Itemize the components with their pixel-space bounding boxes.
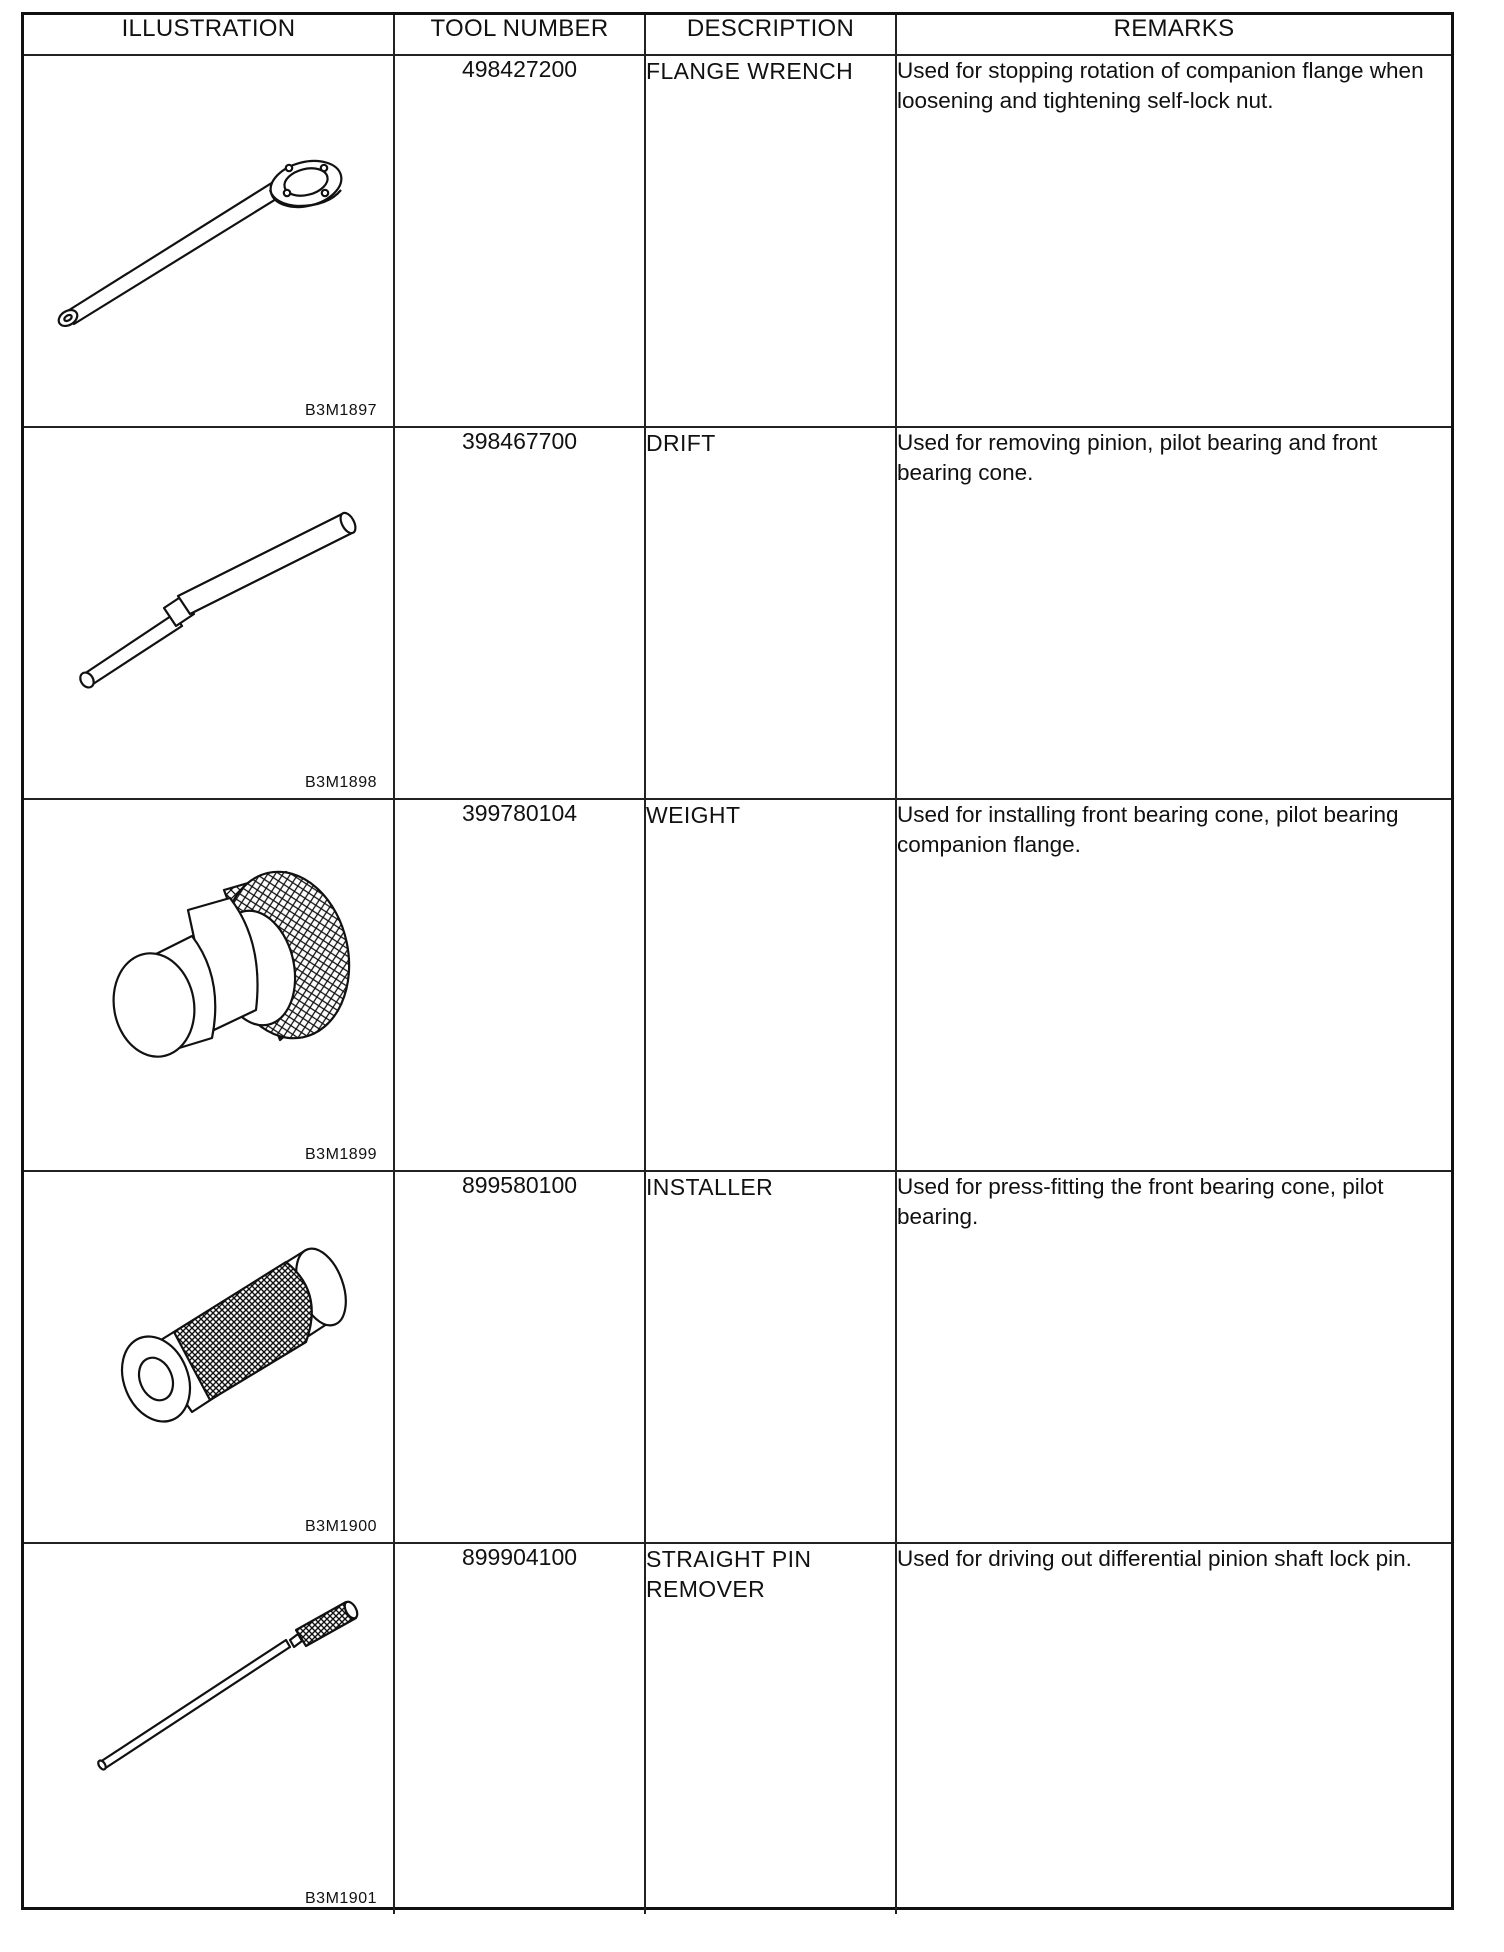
figure-code: B3M1899: [305, 1146, 377, 1163]
illustration-cell: [24, 55, 394, 427]
remarks-cell: Used for stopping rotation of companion flange when loosening and tightening self-lock nut.: [896, 55, 1451, 427]
figure-code: B3M1898: [305, 774, 377, 791]
tool-number-cell: 398467700: [394, 427, 645, 799]
description-cell: WEIGHT: [645, 799, 896, 1171]
remarks-cell: Used for press-fitting the front bearing cone, pilot bearing.: [896, 1171, 1451, 1543]
illustration-cell: [24, 1543, 394, 1914]
description-cell: STRAIGHT PIN REMOVER: [645, 1543, 896, 1914]
description-cell: DRIFT: [645, 427, 896, 799]
tool-number-cell: 899580100: [394, 1171, 645, 1543]
figure-code: B3M1900: [305, 1518, 377, 1535]
tool-number-cell: 899904100: [394, 1543, 645, 1914]
header-tool-number: TOOL NUMBER: [394, 15, 645, 55]
tool-number-cell: 498427200: [394, 55, 645, 427]
table-row: [24, 55, 1451, 427]
straight-pin-remover-icon: [24, 1544, 394, 1914]
illustration-cell: [24, 427, 394, 799]
description-cell: FLANGE WRENCH: [645, 55, 896, 427]
figure-code: B3M1897: [305, 402, 377, 419]
remarks-cell: Used for removing pinion, pilot bearing and front bearing cone.: [896, 427, 1451, 799]
table-row: [24, 799, 1451, 1171]
weight-icon: [24, 800, 394, 1170]
header-illustration: ILLUSTRATION: [24, 15, 394, 55]
special-tools-table-frame: [21, 12, 1454, 1910]
table-row: [24, 1171, 1451, 1543]
header-description: DESCRIPTION: [645, 15, 896, 55]
figure-code: B3M1901: [305, 1890, 377, 1907]
header-remarks: REMARKS: [896, 15, 1451, 55]
special-tools-table: [24, 15, 1451, 1914]
flange-wrench-icon: [24, 56, 394, 426]
description-cell: INSTALLER: [645, 1171, 896, 1543]
header-row: [24, 15, 1451, 55]
illustration-cell: [24, 1171, 394, 1543]
illustration-cell: [24, 799, 394, 1171]
remarks-cell: Used for driving out differential pinion shaft lock pin.: [896, 1543, 1451, 1914]
drift-icon: [24, 428, 394, 798]
remarks-cell: Used for installing front bearing cone, pilot bearing companion flange.: [896, 799, 1451, 1171]
installer-icon: [24, 1172, 394, 1542]
table-row: [24, 427, 1451, 799]
tool-number-cell: 399780104: [394, 799, 645, 1171]
table-row: [24, 1543, 1451, 1914]
